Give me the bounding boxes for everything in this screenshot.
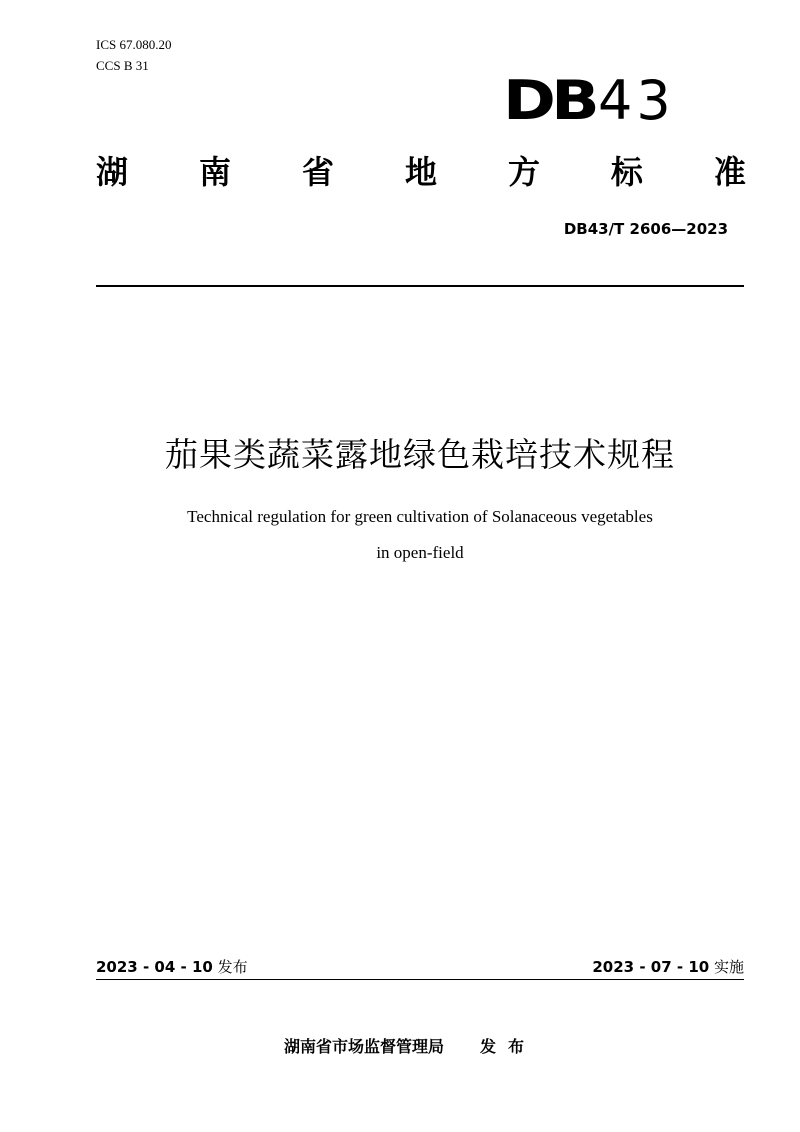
standard-type-char: 地	[404, 153, 437, 191]
chinese-title: 茄果类蔬菜露地绿色栽培技术规程	[165, 435, 675, 474]
standard-type-char: 准	[713, 153, 746, 191]
standard-type-char: 标	[610, 153, 643, 191]
bottom-divider	[96, 979, 744, 980]
publish-label: 发布	[217, 958, 248, 976]
english-title-line-2: in open-field	[376, 543, 464, 562]
top-divider	[96, 285, 744, 287]
issuer-action: 发布	[480, 1037, 537, 1056]
standard-type-char: 南	[198, 153, 231, 191]
standard-type-char: 方	[507, 153, 540, 191]
ics-code: ICS 67.080.20	[96, 37, 172, 52]
standard-type-heading	[96, 150, 746, 194]
english-title-line-1: Technical regulation for green cultivation of Solanaceous vegetables	[187, 507, 653, 526]
standard-type-char: 湖	[96, 153, 129, 191]
publish-date-line	[96, 957, 248, 977]
standard-number: DB43/T 2606—2023	[563, 220, 728, 238]
issuer-line	[0, 1036, 800, 1058]
publish-date: 2023 - 04 - 10	[96, 958, 213, 976]
issuer-name: 湖南省市场监督管理局	[283, 1037, 444, 1056]
effective-date-line	[592, 957, 744, 977]
ccs-code: CCS B 31	[96, 58, 149, 73]
standard-type-char: 省	[301, 153, 334, 191]
db-logo	[503, 69, 675, 132]
effective-date: 2023 - 07 - 10	[592, 958, 710, 976]
db-logo-mark: DB	[503, 69, 596, 132]
db-logo-number: 43	[598, 69, 675, 132]
effective-label: 实施	[713, 958, 744, 976]
